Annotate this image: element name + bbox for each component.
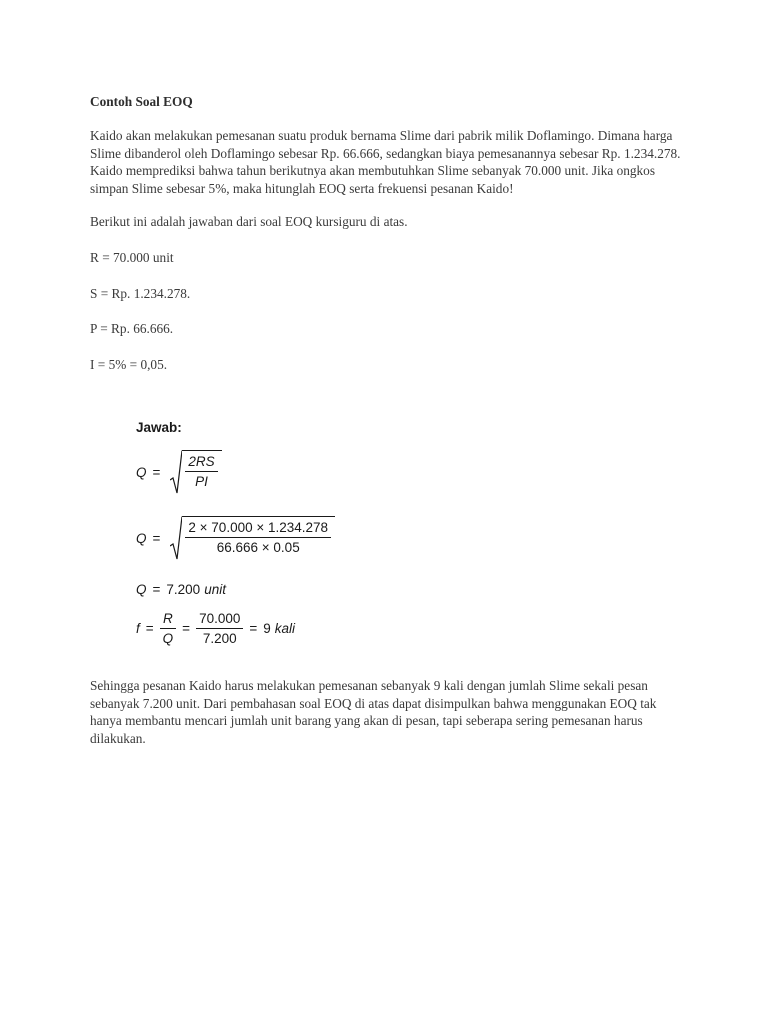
q-result-value: 7.200 xyxy=(166,582,201,597)
radical-sign-icon xyxy=(170,450,182,494)
q-symbol: Q xyxy=(136,464,147,480)
q-symbol: Q xyxy=(136,530,147,546)
formula-numerator: 2RS xyxy=(185,454,217,472)
given-i: I = 5% = 0,05. xyxy=(90,356,168,372)
conclusion-section xyxy=(90,677,690,747)
equals-sign: = xyxy=(249,621,258,636)
given-s: S = Rp. 1.234.278. xyxy=(90,285,191,301)
f-denominator-value: 7.200 xyxy=(202,631,237,646)
radical-sign-icon xyxy=(170,516,182,560)
f-result-value: 9 xyxy=(263,621,271,636)
document-title: Contoh Soal EOQ xyxy=(90,94,193,109)
square-root xyxy=(170,516,335,560)
substitution-numerator: 2 × 70.000 × 1.234.278 xyxy=(185,520,331,538)
equals-sign: = xyxy=(145,621,154,636)
f-denominator-symbol: Q xyxy=(162,631,174,646)
eoq-substitution xyxy=(136,516,335,560)
equals-sign: = xyxy=(182,621,191,636)
frequency-formula xyxy=(136,611,295,646)
equals-sign: = xyxy=(152,464,161,480)
answer-intro: Berikut ini adalah jawaban dari soal EOQ kursiguru di atas. xyxy=(90,214,408,230)
solution-formula-image xyxy=(136,420,376,660)
solution-heading: Jawab: xyxy=(136,420,182,435)
document-body xyxy=(90,93,690,373)
equals-sign: = xyxy=(152,530,161,546)
square-root xyxy=(170,450,221,494)
eoq-result xyxy=(136,582,226,597)
eoq-formula xyxy=(136,450,222,494)
given-r: R = 70.000 unit xyxy=(90,249,174,265)
equals-sign: = xyxy=(152,582,161,597)
f-symbol: f xyxy=(136,621,140,636)
problem-statement: Kaido akan melakukan pemesanan suatu produk bernama Slime dari pabrik milik Doflamingo. Dimana harga Slime dibanderol oleh Doflamingo sebesar Rp. 66.666, sedangkan biaya pemesanannya sebesar Rp. 1.234.278. Kaido memprediksi bahwa tahun berikutnya akan membutuhkan Slime sebanyak 70.000 unit. Jika ongkos simpan Slime sebesar 5%, maka hitunglah EOQ serta frekuensi pesanan Kaido! xyxy=(90,128,681,196)
conclusion-paragraph: Sehingga pesanan Kaido harus melakukan pemesanan sebanyak 9 kali dengan jumlah Slime sekali pesan sebanyak 7.200 unit. Dari pembahasan soal EOQ di atas dapat disimpulkan bahwa menggunakan EOQ tak hanya membantu mencari jumlah unit barang yang akan di pesan, tapi seberapa sering pemesanan harus dilakukan. xyxy=(90,678,657,746)
f-numerator-symbol: R xyxy=(160,611,176,629)
q-symbol: Q xyxy=(136,582,147,597)
formula-denominator: PI xyxy=(195,474,208,489)
substitution-denominator: 66.666 × 0.05 xyxy=(216,540,300,555)
given-p: P = Rp. 66.666. xyxy=(90,321,174,337)
q-result-unit: unit xyxy=(204,582,226,597)
f-numerator-value: 70.000 xyxy=(196,611,243,629)
f-result-unit: kali xyxy=(274,621,296,636)
